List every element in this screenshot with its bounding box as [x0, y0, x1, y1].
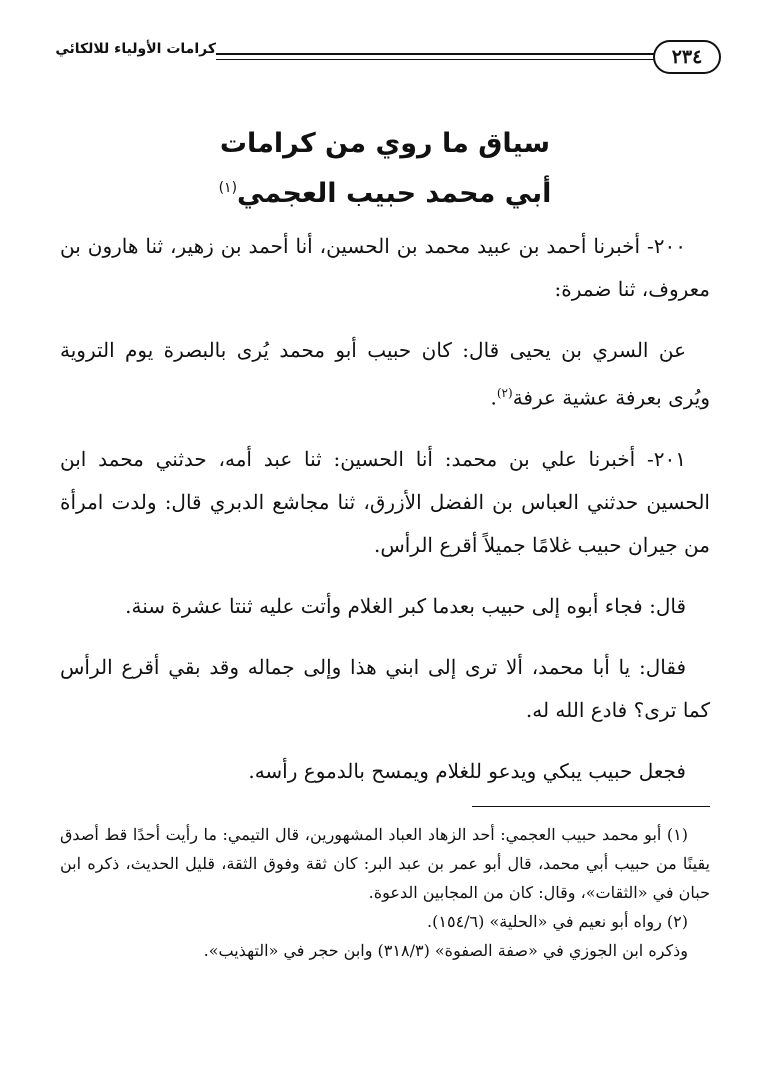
page-number: ٢٣٤	[653, 40, 721, 74]
footnote-ref-2: (٢)	[496, 386, 513, 400]
header-rule-thick	[216, 53, 655, 55]
footnote-1: (١) أبو محمد حبيب العجمي: أحد الزهاد العباد المشهورين، قال التيمي: ما رأيت أحدًا قط أصدق يقينًا من حبيب أبي محمد، قال أبو عمر بن عبد البر: كان ثقة وفوق الثقة، قليل الحديث، ذكره ابن حبان في «الثقات»، وقال: كان من المجابين الدعوة.	[60, 825, 710, 902]
footnotes	[60, 820, 710, 965]
footnote-2: (٢) رواه أبو نعيم في «الحلية» (١٥٤/٦).	[427, 912, 688, 931]
chapter-title-line-1: سياق ما روي من كرامات	[219, 128, 551, 159]
paragraph-text: عن السري بن يحيى قال: كان حبيب أبو محمد يُرى بالبصرة يوم التروية ويُرى بعرفة عشية عرفة	[60, 338, 710, 410]
paragraph: قال: فجاء أبوه إلى حبيب بعدما كبر الغلام وأتت عليه ثنتا عشرة سنة.	[125, 593, 686, 618]
footnote-2-continued: وذكره ابن الجوزي في «صفة الصفوة» (٣١٨/٣) وابن حجر في «التهذيب».	[203, 941, 688, 960]
header-rule-thin	[216, 59, 655, 60]
main-text	[60, 225, 710, 811]
running-title: كرامات الأولياء للالكائي	[55, 41, 216, 57]
paragraph-narration-201: ٢٠١- أخبرنا علي بن محمد: أنا الحسين: ثنا عبد أمه، حدثني محمد ابن الحسين حدثني العباس بن الفضل الأزرق، ثنا مجاشع الدبري قال: ولدت امرأة من جيران حبيب غلامًا جميلاً أقرع الرأس.	[60, 446, 710, 557]
footnote-separator	[472, 806, 710, 807]
chapter-title	[0, 122, 770, 216]
paragraph: فقال: يا أبا محمد، ألا ترى إلى ابني هذا وإلى جماله وقد بقي أقرع الرأس كما ترى؟ فادع الله له.	[60, 654, 710, 722]
paragraph: فجعل حبيب يبكي ويدعو للغلام ويمسح بالدموع رأسه.	[248, 758, 686, 783]
paragraph-narration-200: ٢٠٠- أخبرنا أحمد بن عبيد محمد بن الحسين، أنا أحمد بن زهير، ثنا هارون بن معروف، ثنا ضمرة:	[60, 234, 710, 301]
chapter-title-line-2	[0, 166, 770, 216]
running-header	[55, 38, 721, 78]
paragraph-narration-200-text	[60, 329, 710, 420]
footnote-ref-1: (١)	[218, 180, 238, 196]
paragraph-end-punct: .	[490, 385, 497, 410]
chapter-title-line-2-text: أبي محمد حبيب العجمي	[237, 178, 552, 209]
